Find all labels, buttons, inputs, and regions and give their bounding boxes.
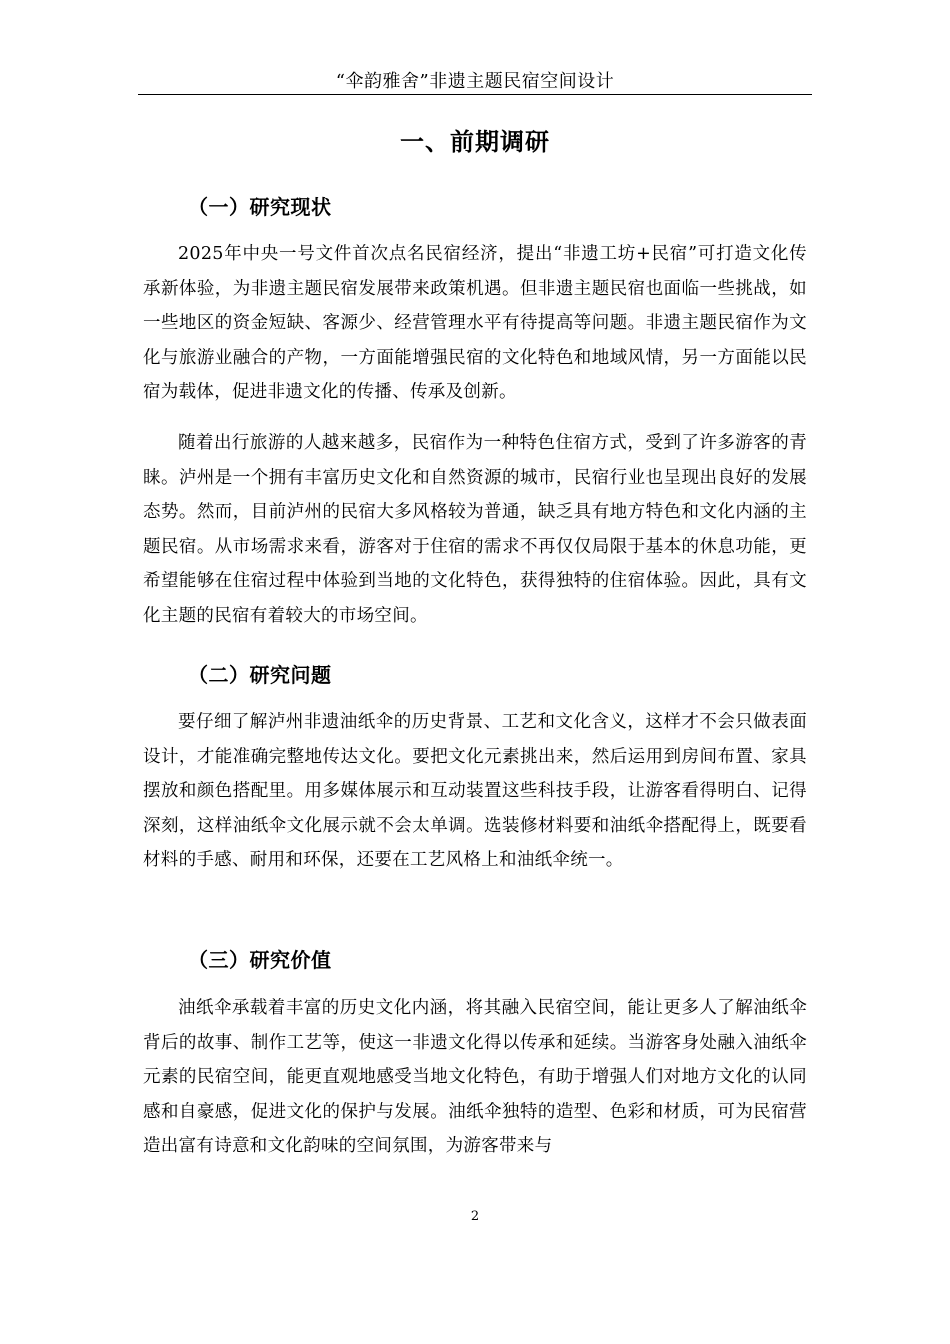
paragraph: 要仔细了解泸州非遗油纸伞的历史背景、工艺和文化含义，这样才不会只做表面设计，才能准确完整地传达文化。要把文化元素挑出来，然后运用到房间布置、家具摆放和颜色搭配里。用多媒体展示和互动装置这些科技手段，让游客看得明白、记得深刻，这样油纸伞文化展示就不会太单调。选装修材料要和油纸伞搭配得上，既要看材料的手感、耐用和环保，还要在工艺风格上和油纸伞统一。: [143, 712, 807, 870]
chapter-title: 一、前期调研: [400, 128, 550, 156]
paragraph: 2025年中央一号文件首次点名民宿经济，提出“非遗工坊+民宿”可打造文化传承新体验，为非遗主题民宿发展带来政策机遇。但非遗主题民宿也面临一些挑战，如一些地区的资金短缺、客源少、经营管理水平有待提高等问题。非遗主题民宿作为文化与旅游业融合的产物，一方面能增强民宿的文化特色和地域风情，另一方面能以民宿为载体，促进非遗文化的传播、传承及创新。: [143, 244, 807, 402]
page-number: 2: [470, 1209, 480, 1224]
paragraph: 油纸伞承载着丰富的历史文化内涵，将其融入民宿空间，能让更多人了解油纸伞背后的故事、制作工艺等，使这一非遗文化得以传承和延续。当游客身处融入油纸伞元素的民宿空间，能更直观地感受当地文化特色，有助于增强人们对地方文化的认同感和自豪感，促进文化的保护与发展。油纸伞独特的造型、色彩和材质，可为民宿营造出富有诗意和文化韵味的空间氛围，为游客带来与: [143, 998, 807, 1156]
section-title-research-questions: （二）研究问题: [188, 663, 332, 687]
paragraph: 随着出行旅游的人越来越多，民宿作为一种特色住宿方式，受到了许多游客的青睐。泸州是一个拥有丰富历史文化和自然资源的城市，民宿行业也呈现出良好的发展态势。然而，目前泸州的民宿大多风格较为普通，缺乏具有地方特色和文化内涵的主题民宿。从市场需求来看，游客对于住宿的需求不再仅仅局限于基本的休息功能，更希望能够在住宿过程中体验到当地的文化特色，获得独特的住宿体验。因此，具有文化主题的民宿有着较大的市场空间。: [143, 433, 807, 626]
section-title-research-value: （三）研究价值: [188, 948, 332, 972]
running-header: “伞韵雅舍”非遗主题民宿空间设计: [335, 71, 615, 92]
header-divider: [138, 94, 812, 95]
section-title-research-status: （一）研究现状: [188, 195, 332, 219]
